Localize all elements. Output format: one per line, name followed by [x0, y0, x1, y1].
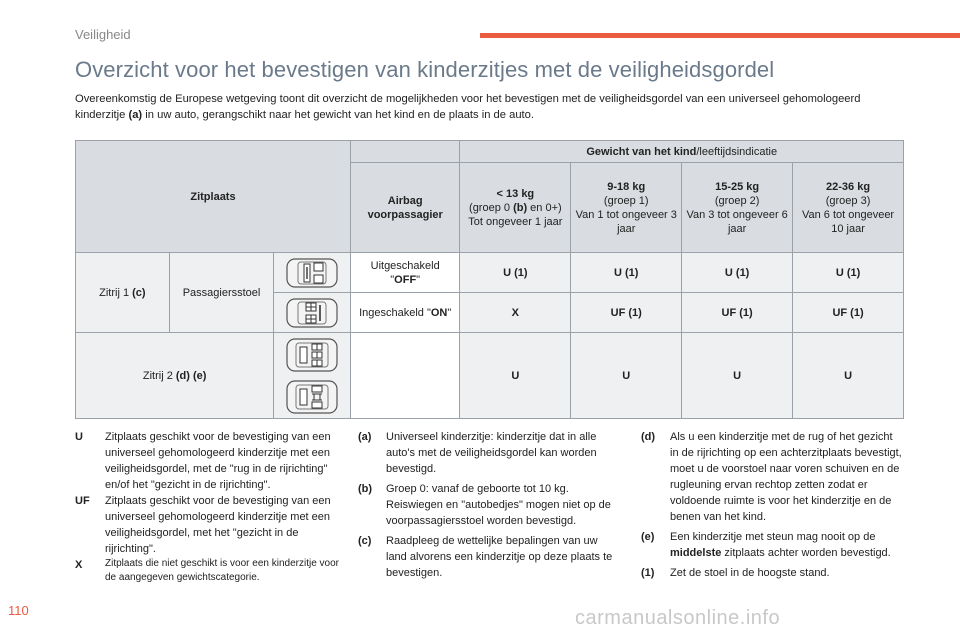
footnotes-a-c	[358, 429, 614, 581]
note-a: (a) Universeel kinderzitje: kinderzitje dat in alle auto's met de veiligheidsgordel kan worden bevestigd.	[358, 431, 597, 475]
note-c: (c) Raadpleeg de wettelijke bepalingen van uw land alvorens een kinderzitje op deze plaats te bevestigen.	[358, 535, 613, 579]
group-0-header: < 13 kg (groep 0 (b) en 0+) Tot ongeveer 1 jaar	[460, 163, 571, 253]
weight-header: Gewicht van het kind/leeftijdsindicatie	[460, 141, 904, 163]
page-title: Overzicht voor het bevestigen van kinderzitjes met de veiligheidsgordel	[75, 57, 775, 82]
row1-seat: Passagiersstoel	[169, 253, 274, 333]
note-b: (b) Groep 0: vanaf de geboorte tot 10 kg. Reiswiegen en "autobedjes" mogen niet op de voorpassagiersstoel worden bevestigd.	[358, 483, 611, 527]
cell-on-g0: X	[460, 293, 571, 333]
note-x: X Zitplaats die niet geschikt is voor een kinderzitje voor de aangegeven gewichtscategorie.	[75, 558, 340, 583]
row1-label: Zitrij 1 (c)	[76, 253, 170, 333]
car-rear-seat-icon	[274, 333, 351, 419]
note-1: (1) Zet de stoel in de hoogste stand.	[641, 567, 830, 579]
group-2-header: 15-25 kg (groep 2) Van 3 tot ongeveer 6 jaar	[682, 163, 793, 253]
car-front-seat-icon	[274, 293, 351, 333]
cell-on-g1: UF (1)	[571, 293, 682, 333]
airbag-off-cell: Uitgeschakeld "OFF"	[350, 253, 459, 293]
note-u: U Zitplaats geschikt voor de bevestiging van een universeel gehomologeerd kinderzitje met een veiligheidsgordel, met de "rug in de rijrichting" en/of het "gezicht in de rijrichting".	[75, 431, 331, 491]
note-e: (e) Een kinderzitje met steun mag nooit op de middelste zitplaats achter worden bevestigd.	[641, 531, 891, 559]
airbag-header: Airbag voorpassagier	[350, 163, 459, 253]
cell-row2-g1: U	[571, 333, 682, 419]
cell-off-g2: U (1)	[682, 253, 793, 293]
seat-table	[75, 140, 904, 419]
footnotes-d-1	[641, 429, 903, 581]
section-title: Veiligheid	[75, 27, 131, 42]
cell-row2-g0: U	[460, 333, 571, 419]
airbag-on-cell: Ingeschakeld "ON"	[350, 293, 459, 333]
legend-notes	[75, 429, 340, 585]
watermark: carmanualsonline.info	[575, 607, 781, 629]
accent-bar	[480, 33, 960, 38]
row2-label: Zitrij 2 (d) (e)	[76, 333, 274, 419]
cell-off-g0: U (1)	[460, 253, 571, 293]
cell-row2-g3: U	[793, 333, 904, 419]
intro-paragraph: Overeenkomstig de Europese wetgeving toont dit overzicht de mogelijkheden voor het bevestigen met de veiligheidsgordel van een universeel gehomologeerd kinderzitje (a) in uw auto, gerangschikt naar het gewicht van het kind en de plaats in de auto.	[75, 93, 861, 121]
cell-off-g3: U (1)	[793, 253, 904, 293]
cell-off-g1: U (1)	[571, 253, 682, 293]
note-uf: UF Zitplaats geschikt voor de bevestiging van een universeel gehomologeerd kinderzitje met een veiligheidsgordel, met het "gezicht in de rijrichting".	[75, 495, 331, 555]
group-1-header: 9-18 kg (groep 1) Van 1 tot ongeveer 3 jaar	[571, 163, 682, 253]
note-d: (d) Als u een kinderzitje met de rug of het gezicht in de rijrichting op een achterzitplaats bevestigt, moet u de voorstoel naar voren schuiven en de rugleuning ervan rechtop zetten zodat er voldoende ruimte is voor het kinderzitje en de benen van het kind.	[641, 431, 902, 523]
cell-row2-g2: U	[682, 333, 793, 419]
seat-column-header: Zitplaats	[76, 141, 351, 253]
group-3-header: 22-36 kg (groep 3) Van 6 tot ongeveer 10 jaar	[793, 163, 904, 253]
cell-on-g3: UF (1)	[793, 293, 904, 333]
car-front-seat-icon	[274, 253, 351, 293]
page-number: 110	[8, 603, 29, 618]
cell-on-g2: UF (1)	[682, 293, 793, 333]
